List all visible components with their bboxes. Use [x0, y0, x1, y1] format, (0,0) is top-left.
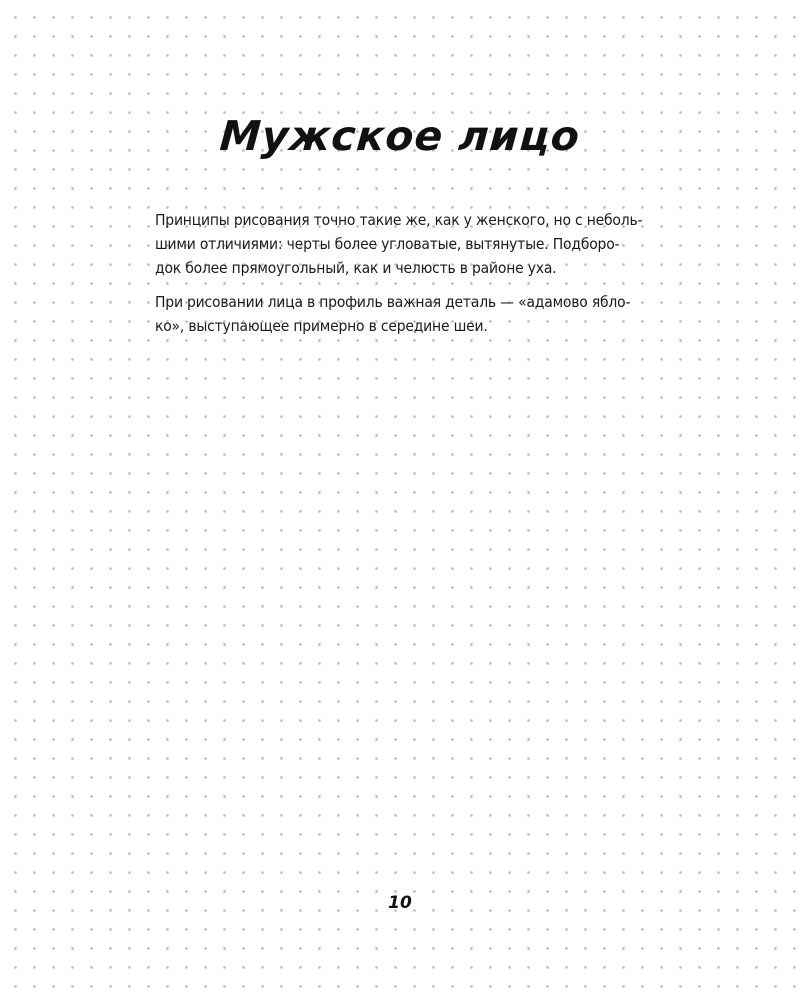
paragraph-2	[155, 290, 680, 338]
paragraph-line: шими отличиями: черты более угловатые, вытянутые. Подборо-	[155, 235, 620, 253]
paragraph-line: При рисовании лица в профиль важная деталь — «адамово ябло-	[155, 293, 631, 311]
paragraph-line: ко», выступающее примерно в середине шеи.	[155, 317, 488, 335]
paragraph-line: Принципы рисования точно такие же, как у женского, но с неболь-	[155, 211, 643, 229]
page-number: 10	[388, 893, 412, 913]
page-title: Мужское лицо	[218, 112, 582, 160]
body-text	[155, 208, 680, 348]
paragraph-line: док более прямоугольный, как и челюсть в районе уха.	[155, 259, 557, 277]
paragraph-1	[155, 208, 680, 280]
